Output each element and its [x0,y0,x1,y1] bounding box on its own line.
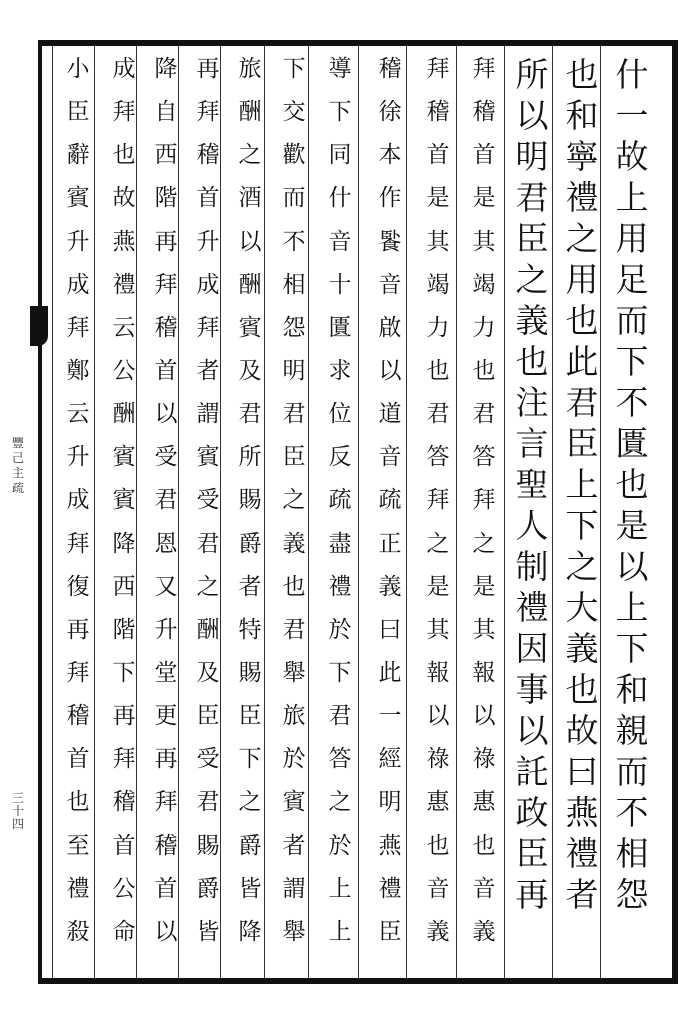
glyph: 拜 [112,746,136,773]
glyph: 受 [154,444,178,471]
glyph: 拜 [472,487,496,514]
glyph: 報 [426,659,450,686]
glyph: 求 [328,357,352,384]
glyph: 降 [154,56,178,82]
glyph: 君 [565,383,599,422]
page-frame-right [672,40,678,984]
glyph: 制 [515,547,549,586]
binding-edge-mark [30,306,48,346]
glyph: 復 [66,573,90,600]
glyph: 稽 [154,832,178,859]
glyph: 力 [426,314,450,341]
glyph: 賓 [66,185,90,212]
glyph: 君 [196,530,220,557]
glyph: 導 [328,56,352,82]
glyph: 賓 [196,444,220,471]
glyph: 之 [238,142,262,169]
glyph: 義 [472,918,496,945]
glyph: 惠 [472,789,496,816]
glyph: 者 [565,875,599,914]
glyph: 故 [615,137,649,176]
glyph: 稽 [378,56,402,82]
glyph: 拜 [66,530,90,557]
glyph: 拜 [426,487,450,514]
glyph: 上 [565,465,599,504]
glyph: 答 [426,444,450,471]
glyph: 什 [615,55,649,94]
glyph: 以 [515,96,549,135]
glyph: 階 [112,616,136,643]
glyph: 於 [328,616,352,643]
glyph: 舉 [282,659,306,686]
glyph: 惠 [426,789,450,816]
glyph: 西 [154,142,178,169]
glyph: 也 [66,789,90,816]
glyph: 臣 [515,834,549,873]
text-column-3 [514,55,550,919]
glyph: 燕 [565,793,599,832]
glyph: 首 [154,875,178,902]
glyph: 又 [154,573,178,600]
glyph: 再 [154,228,178,255]
glyph: 酬 [238,271,262,298]
text-column-9 [232,58,268,964]
glyph: 也 [565,301,599,340]
glyph: 禮 [565,178,599,217]
glyph: 酬 [238,99,262,126]
glyph: 賓 [238,314,262,341]
glyph: 大 [565,588,599,627]
glyph: 君 [154,487,178,514]
glyph: 賜 [238,487,262,514]
glyph: 禮 [328,573,352,600]
glyph: 成 [196,271,220,298]
glyph: 上 [615,178,649,217]
glyph: 也 [472,357,496,384]
glyph: 降 [238,918,262,945]
glyph: 其 [426,616,450,643]
glyph: 音 [426,875,450,902]
glyph: 賓 [282,789,306,816]
glyph: 下 [112,659,136,686]
glyph: 因 [515,629,549,668]
glyph: 答 [328,746,352,773]
glyph: 禮 [112,271,136,298]
glyph: 稽 [426,99,450,126]
glyph: 舉 [282,918,306,945]
glyph: 怨 [282,314,306,341]
glyph: 報 [472,659,496,686]
glyph: 以 [515,711,549,750]
glyph: 相 [615,834,649,873]
glyph: 上 [328,875,352,902]
glyph: 禮 [66,875,90,902]
glyph: 也 [112,142,136,169]
glyph: 和 [565,96,599,135]
glyph: 用 [615,219,649,258]
glyph: 拜 [154,789,178,816]
glyph: 明 [282,357,306,384]
glyph: 爵 [238,530,262,557]
glyph: 云 [112,314,136,341]
glyph: 竭 [472,271,496,298]
glyph: 祿 [426,746,450,773]
glyph: 道 [378,401,402,428]
glyph: 之 [196,573,220,600]
glyph: 下 [615,342,649,381]
glyph: 君 [282,616,306,643]
glyph: 以 [378,357,402,384]
glyph: 正 [378,530,402,557]
glyph: 音 [378,271,402,298]
glyph: 賜 [196,832,220,859]
glyph: 辭 [66,142,90,169]
glyph: 不 [615,793,649,832]
glyph: 也 [282,573,306,600]
glyph: 義 [378,573,402,600]
glyph: 之 [328,789,352,816]
glyph: 稽 [154,314,178,341]
glyph: 其 [472,616,496,643]
glyph: 首 [472,142,496,169]
glyph: 升 [66,444,90,471]
glyph: 稽 [112,789,136,816]
glyph: 臣 [196,703,220,730]
glyph: 旅 [238,56,262,82]
glyph: 也 [472,832,496,859]
glyph: 本 [378,142,402,169]
glyph: 再 [515,875,549,914]
glyph: 力 [472,314,496,341]
glyph: 言 [515,424,549,463]
glyph: 用 [565,260,599,299]
glyph: 義 [282,530,306,557]
glyph: 者 [238,573,262,600]
glyph: 寧 [565,137,599,176]
glyph: 也 [426,832,450,859]
glyph: 下 [238,746,262,773]
glyph: 也 [565,670,599,709]
glyph: 及 [196,659,220,686]
glyph: 啟 [378,314,402,341]
glyph: 拜 [196,99,220,126]
column-rule [52,46,53,978]
glyph: 至 [66,832,90,859]
glyph: 酬 [112,401,136,428]
glyph: 和 [615,670,649,709]
glyph: 首 [426,142,450,169]
glyph: 云 [66,401,90,428]
glyph: 明 [515,137,549,176]
folio-number: 三十四 [12,791,25,831]
glyph: 旅 [282,703,306,730]
glyph: 君 [328,703,352,730]
glyph: 謂 [196,401,220,428]
glyph: 音 [378,444,402,471]
glyph: 酒 [238,185,262,212]
glyph: 是 [472,573,496,600]
glyph: 交 [282,99,306,126]
glyph: 下 [328,99,352,126]
glyph: 更 [154,703,178,730]
glyph: 十 [328,271,352,298]
glyph: 臣 [238,703,262,730]
glyph: 拜 [472,56,496,82]
glyph: 禮 [565,834,599,873]
glyph: 命 [112,918,136,945]
glyph: 特 [238,616,262,643]
glyph: 之 [282,487,306,514]
glyph: 再 [154,746,178,773]
glyph: 者 [196,357,220,384]
text-column-4 [466,58,502,964]
glyph: 拜 [66,659,90,686]
glyph: 爵 [238,832,262,859]
glyph: 歡 [282,142,306,169]
glyph: 祿 [472,746,496,773]
glyph: 下 [615,629,649,668]
glyph: 臣 [515,219,549,258]
text-column-5 [420,58,456,964]
glyph: 人 [515,506,549,545]
glyph: 音 [328,228,352,255]
glyph: 上 [615,588,649,627]
glyph: 作 [378,185,402,212]
glyph: 䭆 [378,228,402,255]
glyph: 臣 [378,918,402,945]
text-column-8 [276,58,312,964]
glyph: 匱 [328,314,352,341]
glyph: 也 [615,465,649,504]
glyph: 而 [615,752,649,791]
text-column-10 [190,58,226,964]
glyph: 酬 [196,616,220,643]
text-column-2 [564,55,600,919]
text-column-13 [60,58,96,964]
glyph: 同 [328,142,352,169]
glyph: 以 [472,703,496,730]
glyph: 不 [615,383,649,422]
glyph: 君 [282,401,306,428]
page-frame-left [38,40,42,984]
text-column-12 [106,58,142,964]
glyph: 怨 [615,875,649,914]
glyph: 明 [378,789,402,816]
glyph: 於 [328,832,352,859]
glyph: 之 [238,789,262,816]
margin-title: 豐己主疏 [12,436,25,495]
glyph: 階 [154,185,178,212]
glyph: 不 [282,228,306,255]
glyph: 經 [378,746,402,773]
glyph: 一 [615,96,649,135]
glyph: 首 [66,746,90,773]
glyph: 拜 [426,56,450,82]
glyph: 義 [565,629,599,668]
glyph: 殺 [66,918,90,945]
glyph: 稽 [196,142,220,169]
glyph: 賜 [238,659,262,686]
glyph: 小 [66,56,90,82]
glyph: 疏 [328,487,352,514]
glyph: 匱 [615,424,649,463]
glyph: 君 [426,401,450,428]
glyph: 首 [112,832,136,859]
glyph: 也 [565,55,599,94]
glyph: 此 [565,342,599,381]
glyph: 自 [154,99,178,126]
glyph: 故 [565,711,599,750]
text-column-1 [614,55,650,919]
glyph: 之 [426,530,450,557]
glyph: 恩 [154,530,178,557]
glyph: 再 [112,703,136,730]
glyph: 什 [328,185,352,212]
glyph: 稽 [472,99,496,126]
text-column-6 [372,58,408,964]
glyph: 君 [515,178,549,217]
column-rule [504,46,505,978]
glyph: 以 [615,547,649,586]
glyph: 賓 [112,444,136,471]
glyph: 下 [328,659,352,686]
glyph: 再 [196,56,220,82]
glyph: 故 [112,185,136,212]
glyph: 賓 [112,487,136,514]
glyph: 是 [426,573,450,600]
glyph: 堂 [154,659,178,686]
glyph: 皆 [196,918,220,945]
glyph: 禮 [378,875,402,902]
glyph: 位 [328,401,352,428]
glyph: 拜 [154,271,178,298]
glyph: 反 [328,444,352,471]
glyph: 事 [515,670,549,709]
glyph: 竭 [426,271,450,298]
glyph: 謂 [282,875,306,902]
glyph: 疏 [378,487,402,514]
glyph: 盡 [328,530,352,557]
column-rule [552,46,553,978]
glyph: 而 [282,185,306,212]
glyph: 政 [515,793,549,832]
glyph: 升 [154,616,178,643]
glyph: 升 [66,228,90,255]
glyph: 之 [565,547,599,586]
glyph: 以 [238,228,262,255]
glyph: 臣 [66,99,90,126]
glyph: 成 [66,271,90,298]
glyph: 足 [615,260,649,299]
glyph: 西 [112,573,136,600]
glyph: 首 [154,357,178,384]
glyph: 君 [196,789,220,816]
glyph: 託 [515,752,549,791]
glyph: 注 [515,383,549,422]
glyph: 公 [112,875,136,902]
glyph: 受 [196,746,220,773]
glyph: 是 [472,185,496,212]
glyph: 臣 [565,424,599,463]
glyph: 義 [515,301,549,340]
column-rule [600,46,601,978]
text-column-7 [322,58,358,964]
glyph: 聖 [515,465,549,504]
glyph: 義 [426,918,450,945]
glyph: 首 [196,185,220,212]
column-rule [358,46,359,978]
glyph: 也 [515,342,549,381]
glyph: 臣 [282,444,306,471]
glyph: 一 [378,703,402,730]
glyph: 君 [238,401,262,428]
column-rule [456,46,457,978]
glyph: 以 [154,918,178,945]
glyph: 之 [565,219,599,258]
glyph: 之 [515,260,549,299]
glyph: 成 [66,487,90,514]
text-column-11 [148,58,184,964]
glyph: 曰 [378,616,402,643]
glyph: 所 [238,444,262,471]
glyph: 徐 [378,99,402,126]
glyph: 拜 [112,99,136,126]
glyph: 再 [66,616,90,643]
glyph: 親 [615,711,649,750]
glyph: 是 [426,185,450,212]
glyph: 及 [238,357,262,384]
glyph: 相 [282,271,306,298]
glyph: 鄭 [66,357,90,384]
glyph: 拜 [66,314,90,341]
glyph: 是 [615,506,649,545]
glyph: 升 [196,228,220,255]
glyph: 曰 [565,752,599,791]
glyph: 成 [112,56,136,82]
glyph: 稽 [66,703,90,730]
page-frame-bottom [38,978,678,984]
glyph: 燕 [378,832,402,859]
glyph: 其 [426,228,450,255]
glyph: 音 [472,875,496,902]
glyph: 受 [196,487,220,514]
glyph: 所 [515,55,549,94]
glyph: 降 [112,530,136,557]
glyph: 以 [154,401,178,428]
glyph: 下 [282,56,306,82]
glyph: 者 [282,832,306,859]
glyph: 其 [472,228,496,255]
glyph: 拜 [196,314,220,341]
glyph: 答 [472,444,496,471]
glyph: 燕 [112,228,136,255]
glyph: 君 [472,401,496,428]
glyph: 以 [426,703,450,730]
glyph: 公 [112,357,136,384]
glyph: 爵 [196,875,220,902]
glyph: 上 [328,918,352,945]
glyph: 皆 [238,875,262,902]
glyph: 於 [282,746,306,773]
glyph: 此 [378,659,402,686]
glyph: 之 [472,530,496,557]
glyph: 禮 [515,588,549,627]
glyph: 下 [565,506,599,545]
glyph: 而 [615,301,649,340]
glyph: 也 [426,357,450,384]
